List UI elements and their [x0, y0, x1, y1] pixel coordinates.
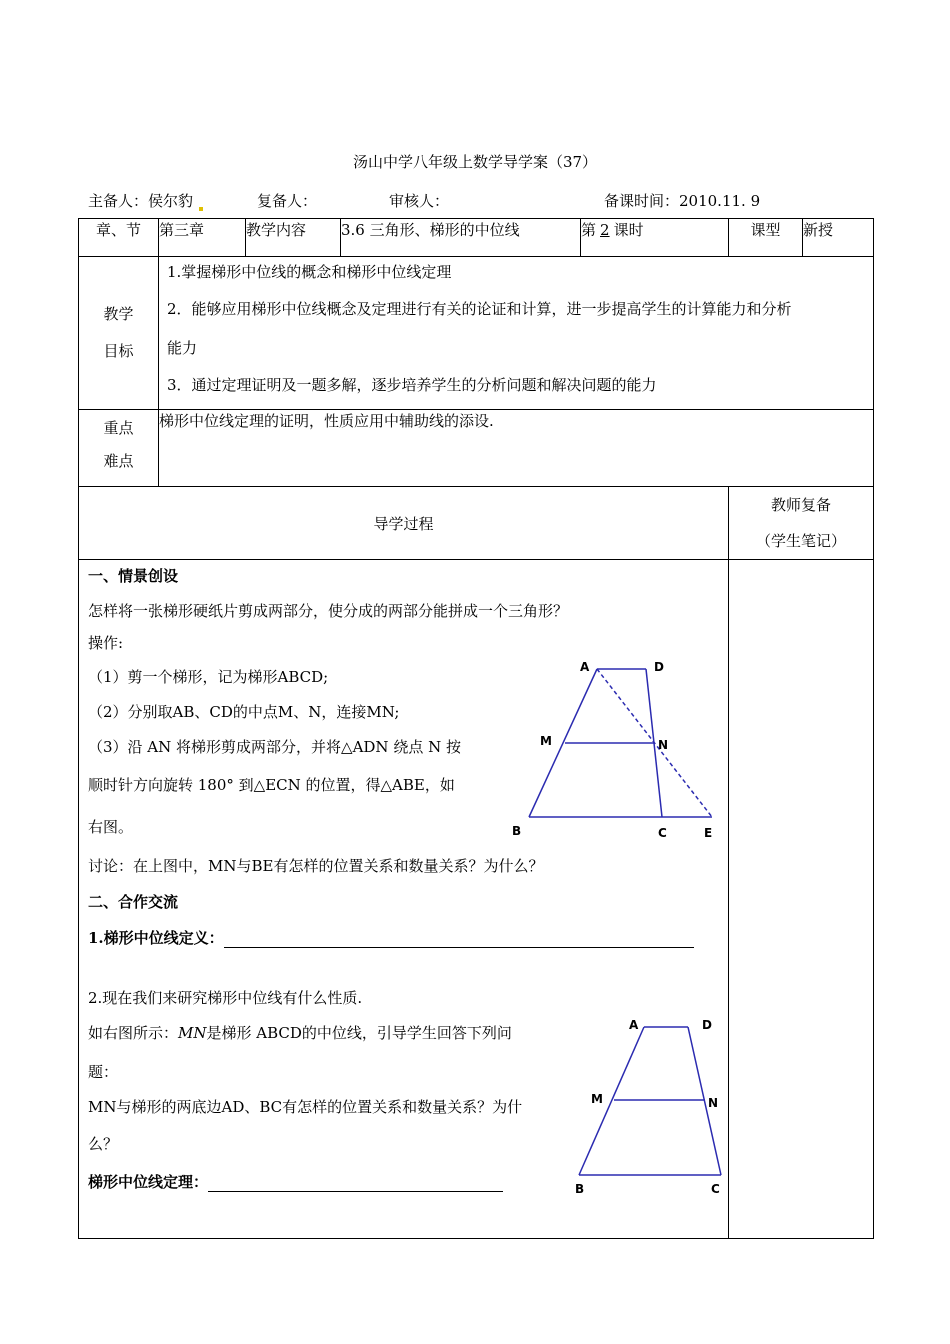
section2-heading: 二、合作交流 — [88, 893, 179, 911]
step-2: （2）分别取AB、CD的中点M、N，连接MN; — [88, 703, 400, 721]
section1-question: 怎样将一张梯形硬纸片剪成两部分，使分成的两部分能拼成一个三角形？ — [88, 602, 569, 620]
theorem-line — [88, 1171, 503, 1192]
definition-line — [88, 927, 694, 948]
key-label-1: 重点 — [103, 419, 134, 437]
fig1-label-c: C — [658, 826, 667, 840]
fig-mn: MN — [178, 1024, 207, 1042]
type-value: 新授 — [803, 219, 874, 257]
question-b: 么？ — [88, 1135, 119, 1153]
fig-rest: 是梯形 ABCD的中位线，引导学生回答下列问 — [206, 1024, 512, 1042]
theorem-blank[interactable] — [208, 1177, 503, 1192]
yellow-mark — [199, 207, 203, 211]
co-preparer: 复备人： — [257, 192, 318, 210]
fig1-label-m: M — [540, 734, 552, 748]
operation-label: 操作: — [88, 634, 124, 652]
goal-item: 3．通过定理证明及一题多解，逐步培养学生的分析问题和解决问题的能力 — [167, 376, 657, 394]
lesson-num: 2 — [600, 221, 610, 239]
theorem-label: 梯形中位线定理： — [88, 1173, 209, 1191]
step-3c: 右图。 — [88, 818, 134, 836]
fig2-ab — [579, 1027, 644, 1175]
fig1-label-e: E — [704, 826, 713, 840]
fig-prefix: 如右图所示： — [88, 1024, 179, 1042]
chapter-value: 第三章 — [159, 219, 246, 257]
fig2-label-m: M — [591, 1092, 603, 1106]
teacher-notes-area[interactable] — [729, 560, 874, 1239]
document-title: 汤山中学八年级上数学导学案（37） — [352, 153, 598, 171]
question-a: MN与梯形的两底边AD、BC有怎样的位置关系和数量关系？为什 — [88, 1098, 523, 1116]
goals-row — [79, 257, 874, 410]
step-1: （1）剪一个梯形，记为梯形ABCD; — [88, 668, 329, 686]
content-label: 教学内容 — [246, 219, 341, 257]
figure-1 — [504, 655, 724, 840]
fig2-label-d: D — [702, 1018, 712, 1032]
figure-reference-2: 题： — [88, 1063, 119, 1081]
process-header-row — [79, 487, 874, 560]
process-row — [79, 560, 874, 1239]
teacher-notes-2: （学生笔记） — [755, 532, 846, 550]
fig1-label-n: N — [658, 738, 669, 752]
fig2-label-n: N — [708, 1096, 719, 1110]
step-3a: （3）沿 AN 将梯形剪成两部分，并将△ADN 绕点 N 按 — [88, 738, 461, 756]
key-row — [79, 410, 874, 487]
goal-item: 1.掌握梯形中位线的概念和梯形中位线定理 — [167, 263, 452, 281]
reviewer: 审核人： — [389, 192, 450, 210]
process-label: 导学过程 — [79, 487, 729, 560]
goal-item: 2．能够应用梯形中位线概念及定理进行有关的论证和计算，进一步提高学生的计算能力和分析 — [167, 300, 792, 318]
teacher-notes-label — [729, 487, 874, 560]
section1-heading: 一、情景创设 — [88, 567, 179, 585]
fig1-label-a: A — [580, 660, 590, 674]
fig2-label-a: A — [629, 1018, 639, 1032]
preparer — [88, 190, 203, 211]
definition-blank[interactable] — [224, 933, 694, 948]
fig2-label-b: B — [575, 1182, 585, 1196]
key-label — [79, 410, 159, 487]
step-3b: 顺时针方向旋转 180° 到△ECN 的位置，得△ABE，如 — [88, 776, 455, 794]
goals-label-2: 目标 — [103, 342, 134, 360]
key-label-2: 难点 — [103, 452, 134, 470]
goal-item: 能力 — [167, 339, 198, 357]
fig2-label-c: C — [711, 1182, 720, 1196]
definition-label: 1.梯形中位线定义： — [88, 929, 224, 947]
chapter-row — [79, 219, 874, 257]
lesson-number — [581, 219, 729, 257]
key-content: 梯形中位线定理的证明，性质应用中辅助线的添设. — [159, 410, 874, 487]
process-content — [79, 560, 729, 1239]
fig1-label-b: B — [512, 824, 522, 838]
goals-content — [159, 257, 874, 410]
fig1-label-d: D — [654, 660, 664, 674]
content-value: 3.6 三角形、梯形的中位线 — [341, 219, 581, 257]
lesson-prefix: 第 — [581, 221, 597, 239]
figure-2 — [569, 1013, 739, 1203]
teacher-notes-1: 教师复备 — [770, 496, 831, 514]
lesson-table — [78, 218, 874, 1239]
goals-label-1: 教学 — [103, 305, 134, 323]
lesson-suffix: 课时 — [613, 221, 644, 239]
prep-time: 备课时间：2010.11. 9 — [604, 192, 761, 210]
discussion: 讨论：在上图中，MN与BE有怎样的位置关系和数量关系？为什么？ — [88, 857, 544, 875]
preparer-text: 主备人：侯尔豹 — [88, 192, 194, 210]
goals-label — [79, 257, 159, 410]
figure-reference — [88, 1022, 512, 1043]
chapter-label: 章、节 — [79, 219, 159, 257]
item-2: 2.现在我们来研究梯形中位线有什么性质. — [88, 989, 363, 1007]
type-label: 课型 — [729, 219, 803, 257]
